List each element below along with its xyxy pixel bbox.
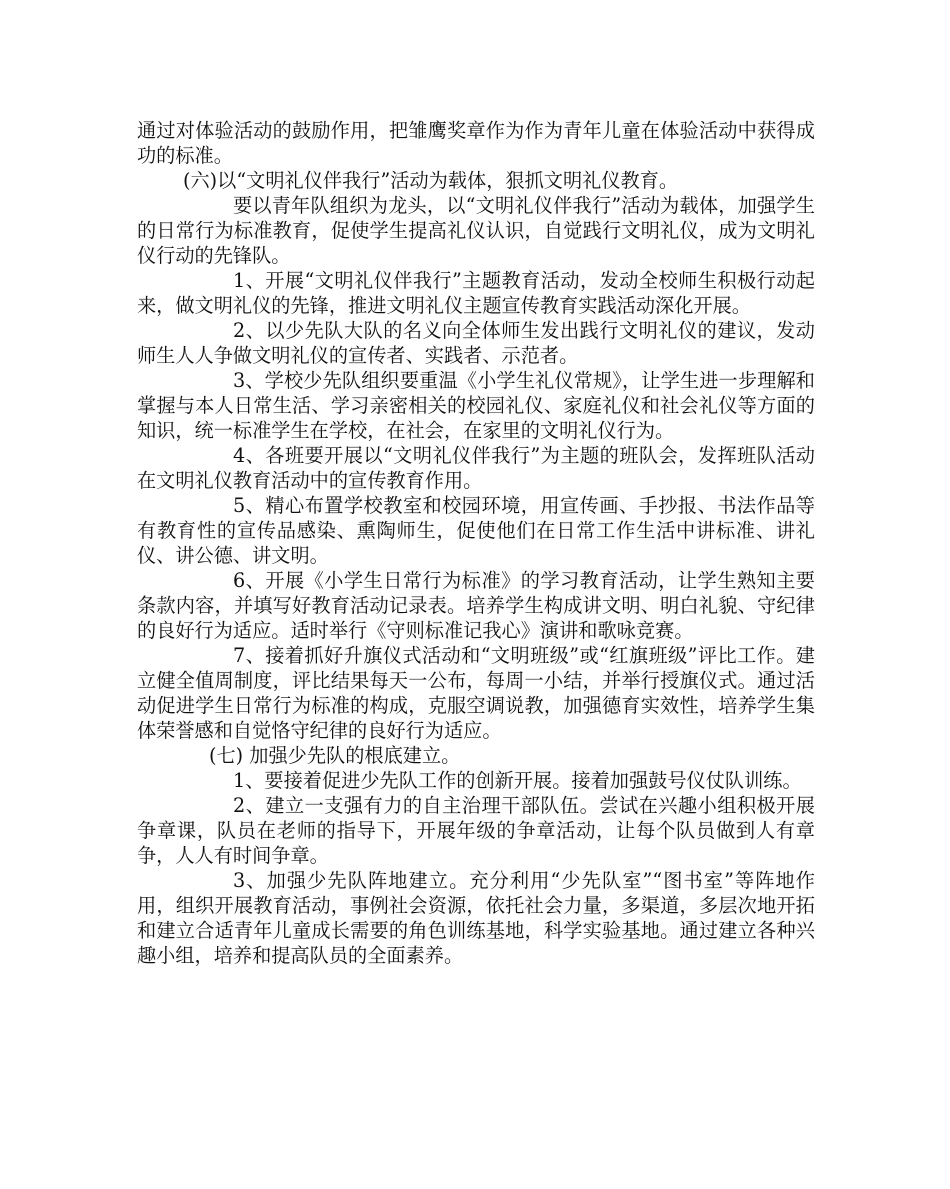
paragraph-item-6-7: 7、接着抓好升旗仪式活动和“文明班级”或“红旗班级”评比工作。建立健全值周制度，评比结果每天一公布，每周一小结，并举行授旗仪式。通过活动促进学生日常行为标准的构成，克服空调说教，加强德育实效性，培养学生集体荣誉感和自觉恪守纪律的良好行为适应。 bbox=[137, 644, 815, 742]
paragraph-item-6-1: 1、开展“文明礼仪伴我行”主题教育活动，发动全校师生积极行动起来，做文明礼仪的先锋，推进文明礼仪主题宣传教育实践活动深化开展。 bbox=[137, 269, 815, 317]
paragraph-item-7-3: 3、加强少先队阵地建立。充分利用“少先队室”“图书室”等阵地作用，组织开展教育活动，事例社会资源，依托社会力量，多渠道，多层次地开拓和建立合适青年儿童成长需要的角色训练基地，科学实验基地。通过建立各种兴趣小组，培养和提高队员的全面素养。 bbox=[137, 869, 815, 967]
paragraph-item-6-5: 5、精心布置学校教室和校园环境，用宣传画、手抄报、书法作品等有教育性的宣传品感染、熏陶师生，促使他们在日常工作生活中讲标准、讲礼仪、讲公德、讲文明。 bbox=[137, 494, 815, 567]
paragraph-intro-continuation: 通过对体验活动的鼓励作用，把雏鹰奖章作为作为青年儿童在体验活动中获得成功的标准。 bbox=[137, 119, 815, 167]
paragraph-item-6-6: 6、开展《小学生日常行为标准》的学习教育活动，让学生熟知主要条款内容，并填写好教育活动记录表。培养学生构成讲文明、明白礼貌、守纪律的良好行为适应。适时举行《守则标准记我心》演讲和歌咏竞赛。 bbox=[137, 569, 815, 642]
paragraph-item-7-1: 1、要接着促进少先队工作的创新开展。接着加强鼓号仪仗队训练。 bbox=[233, 769, 802, 792]
section-heading-6: (六)以“文明礼仪伴我行”活动为载体，狠抓文明礼仪教育。 bbox=[183, 169, 679, 192]
paragraph-section-6-intro: 要以青年队组织为龙头，以“文明礼仪伴我行”活动为载体，加强学生的日常行为标准教育，促使学生提高礼仪认识，自觉践行文明礼仪，成为文明礼仪行动的先锋队。 bbox=[137, 194, 815, 267]
document-page bbox=[137, 118, 815, 968]
paragraph-item-6-3: 3、学校少先队组织要重温《小学生礼仪常规》，让学生进一步理解和掌握与本人日常生活、学习亲密相关的校园礼仪、家庭礼仪和社会礼仪等方面的知识，统一标准学生在学校，在社会，在家里的文明礼仪行为。 bbox=[137, 369, 815, 442]
paragraph-item-7-2: 2、建立一支强有力的自主治理干部队伍。尝试在兴趣小组积极开展争章课，队员在老师的指导下，开展年级的争章活动，让每个队员做到人有章争，人人有时间争章。 bbox=[137, 794, 815, 867]
section-heading-7: (七) 加强少先队的根底建立。 bbox=[209, 744, 461, 767]
paragraph-item-6-4: 4、各班要开展以“文明礼仪伴我行”为主题的班队会，发挥班队活动在文明礼仪教育活动中的宣传教育作用。 bbox=[137, 444, 815, 492]
paragraph-item-6-2: 2、以少先队大队的名义向全体师生发出践行文明礼仪的建议，发动师生人人争做文明礼仪的宣传者、实践者、示范者。 bbox=[137, 319, 815, 367]
